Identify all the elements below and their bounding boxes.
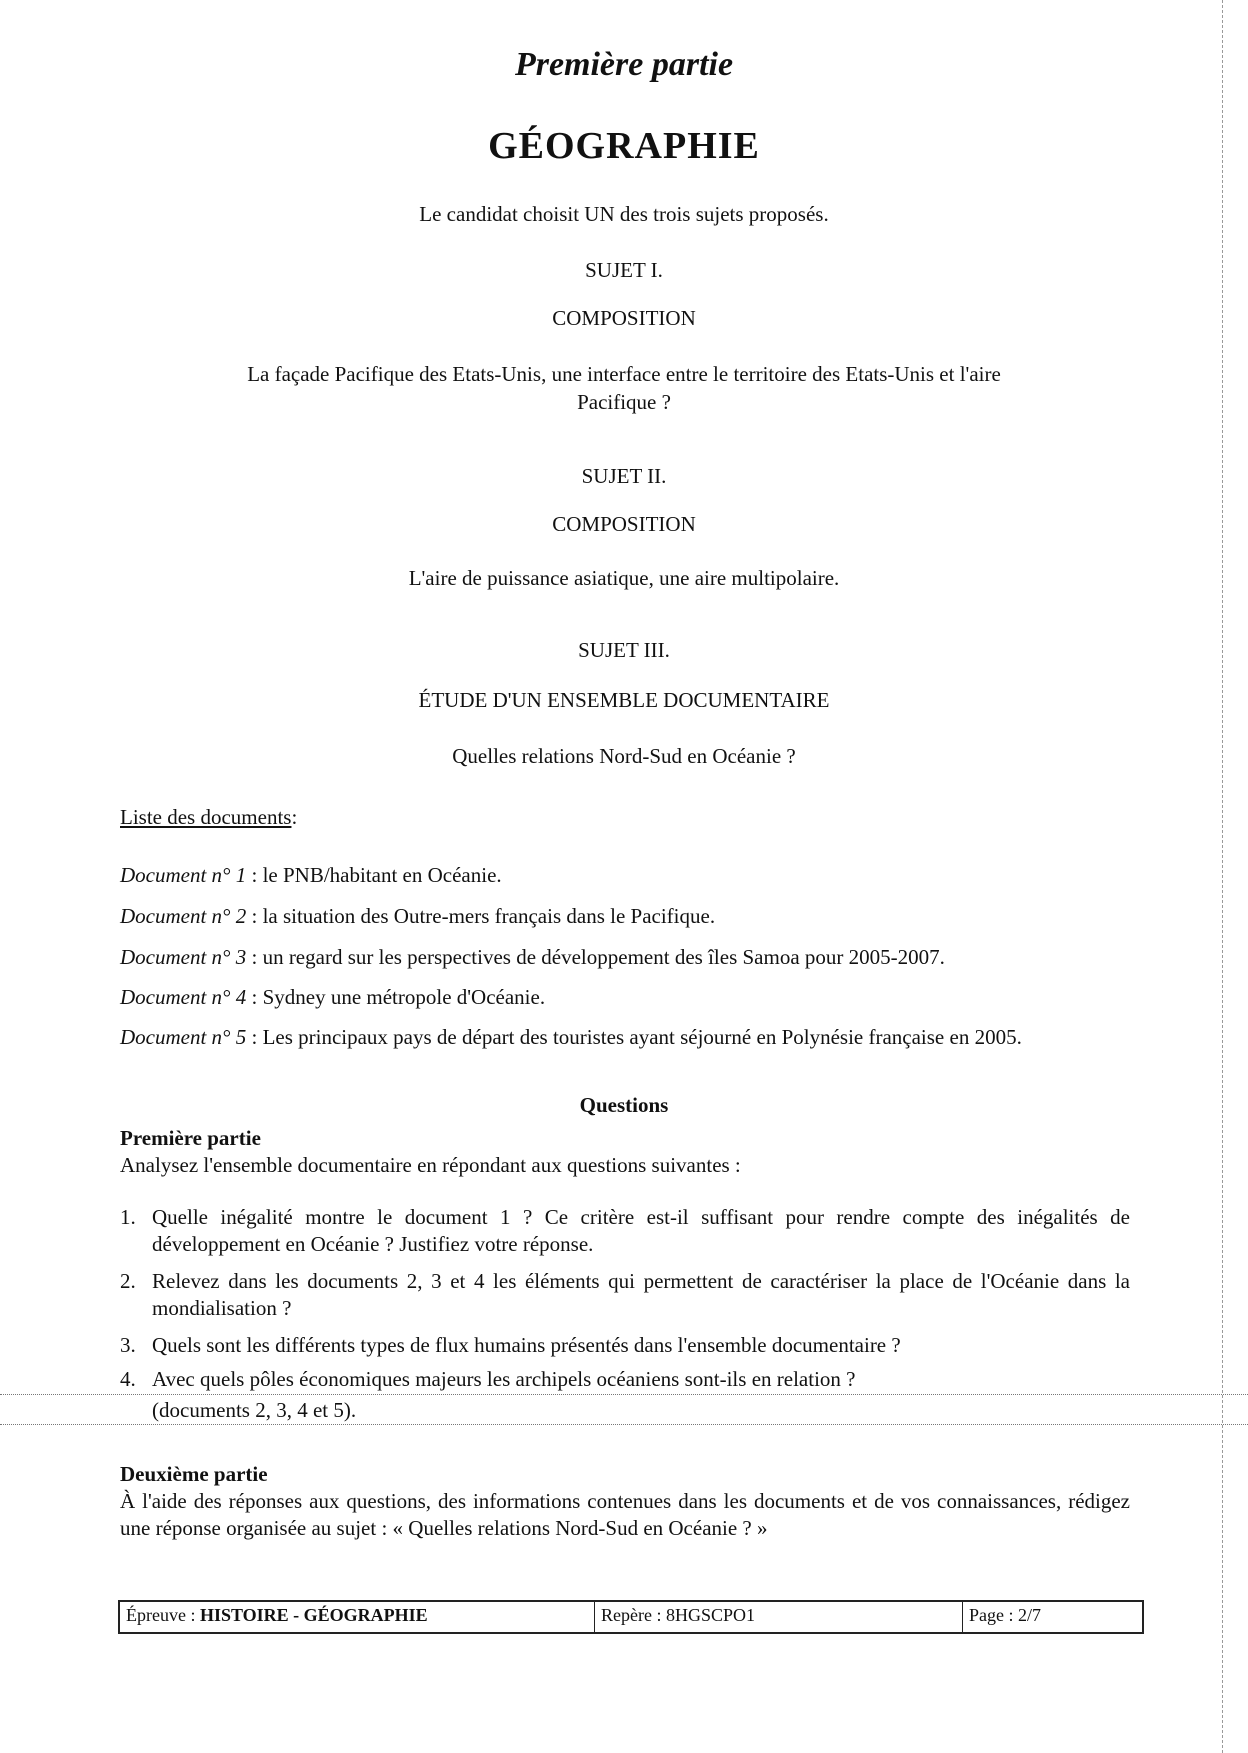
document-text: Sydney une métropole d'Océanie. [262, 985, 546, 1009]
sujet-3-label: SUJET III. [578, 638, 670, 662]
document-label: Document n° 4 [120, 985, 247, 1009]
document-item: Document n° 5 : Les principaux pays de départ des touristes ayant séjourné en Polynésie française en 2005. [120, 1024, 1130, 1051]
question-text: Relevez dans les documents 2, 3 et 4 les éléments qui permettent de caractériser la place de l'Océanie dans la mondialisation ? [152, 1269, 1130, 1320]
question-item [120, 1268, 1130, 1322]
document-item: Document n° 4 : Sydney une métropole d'Océanie. [120, 985, 546, 1009]
fold-line [0, 1424, 1248, 1425]
question-text: Quels sont les différents types de flux humains présentés dans l'ensemble documentaire ? [152, 1333, 901, 1357]
document-text: Les principaux pays de départ des touristes ayant séjourné en Polynésie française en 2005. [262, 1025, 1022, 1049]
footer-table [118, 1600, 1144, 1634]
question-number: 4. [120, 1367, 136, 1391]
subject-title: GÉOGRAPHIE [488, 125, 760, 167]
question-list [120, 1204, 1130, 1404]
sujet-1-label: SUJET I. [585, 258, 663, 282]
document-text: la situation des Outre-mers français dans le Pacifique. [262, 904, 716, 928]
documents-heading-text: Liste des documents [120, 805, 292, 829]
question-item [120, 1332, 1130, 1359]
footer-page: Page : 2/7 [969, 1605, 1041, 1625]
sujet-1-text-cont: Pacifique ? [577, 390, 671, 414]
part-2-text: À l'aide des réponses aux questions, des informations contenues dans les documents et de vos connaissances, rédigez une réponse organisée au sujet : « Quelles relations Nord-Sud en Océanie ? » [120, 1489, 1130, 1540]
instruction: Le candidat choisit UN des trois sujets proposés. [419, 202, 829, 226]
question-number: 1. [120, 1205, 136, 1229]
sujet-1-text: La façade Pacifique des Etats-Unis, une interface entre le territoire des Etats-Unis et l'aire [247, 362, 1001, 386]
footer-epreuve [120, 1602, 595, 1632]
sujet-2-label: SUJET II. [581, 464, 667, 488]
sujet-3-type: ÉTUDE D'UN ENSEMBLE DOCUMENTAIRE [418, 688, 830, 712]
questions-heading: Questions [579, 1093, 669, 1117]
part-1-intro: Analysez l'ensemble documentaire en répondant aux questions suivantes : [120, 1153, 741, 1177]
document-text: un regard sur les perspectives de développement des îles Samoa pour 2005-2007. [262, 945, 945, 969]
document-item: Document n° 2 : la situation des Outre-mers français dans le Pacifique. [120, 904, 716, 928]
documents-heading [120, 805, 297, 830]
document-label: Document n° 2 [120, 904, 247, 928]
sujet-1-type: COMPOSITION [552, 306, 696, 330]
sujet-3-text: Quelles relations Nord-Sud en Océanie ? [452, 744, 796, 768]
document-text: le PNB/habitant en Océanie. [262, 863, 502, 887]
footer-epreuve-label: Épreuve : [126, 1605, 200, 1625]
fold-line [0, 1394, 1248, 1395]
document-label: Document n° 5 [120, 1025, 247, 1049]
footer-repere: Repère : 8HGSCPO1 [595, 1602, 963, 1632]
question-item [120, 1366, 1130, 1393]
documents-heading-colon: : [291, 805, 298, 829]
question-number: 2. [120, 1269, 136, 1293]
question-text: Avec quels pôles économiques majeurs les archipels océaniens sont-ils en relation ? [152, 1367, 856, 1391]
document-item: Document n° 3 : un regard sur les perspectives de développement des îles Samoa pour 2005-2007. [120, 945, 945, 969]
question-number: 3. [120, 1333, 136, 1357]
document-label: Document n° 3 [120, 945, 247, 969]
question-4-reference: (documents 2, 3, 4 et 5). [152, 1398, 357, 1422]
part-2-heading: Deuxième partie [120, 1462, 268, 1486]
document-label: Document n° 1 [120, 863, 247, 887]
sujet-2-type: COMPOSITION [552, 512, 696, 536]
part-1-heading: Première partie [120, 1126, 261, 1150]
part-title: Première partie [514, 46, 734, 83]
document-item: Document n° 1 : le PNB/habitant en Océanie. [120, 863, 502, 887]
sujet-2-text: L'aire de puissance asiatique, une aire multipolaire. [408, 566, 840, 590]
footer-epreuve-value: HISTOIRE - GÉOGRAPHIE [199, 1605, 428, 1625]
question-text: Quelle inégalité montre le document 1 ? Ce critère est-il suffisant pour rendre compte des inégalités de développement en Océanie ? Justifiez votre réponse. [152, 1205, 1130, 1256]
question-item [120, 1204, 1130, 1258]
